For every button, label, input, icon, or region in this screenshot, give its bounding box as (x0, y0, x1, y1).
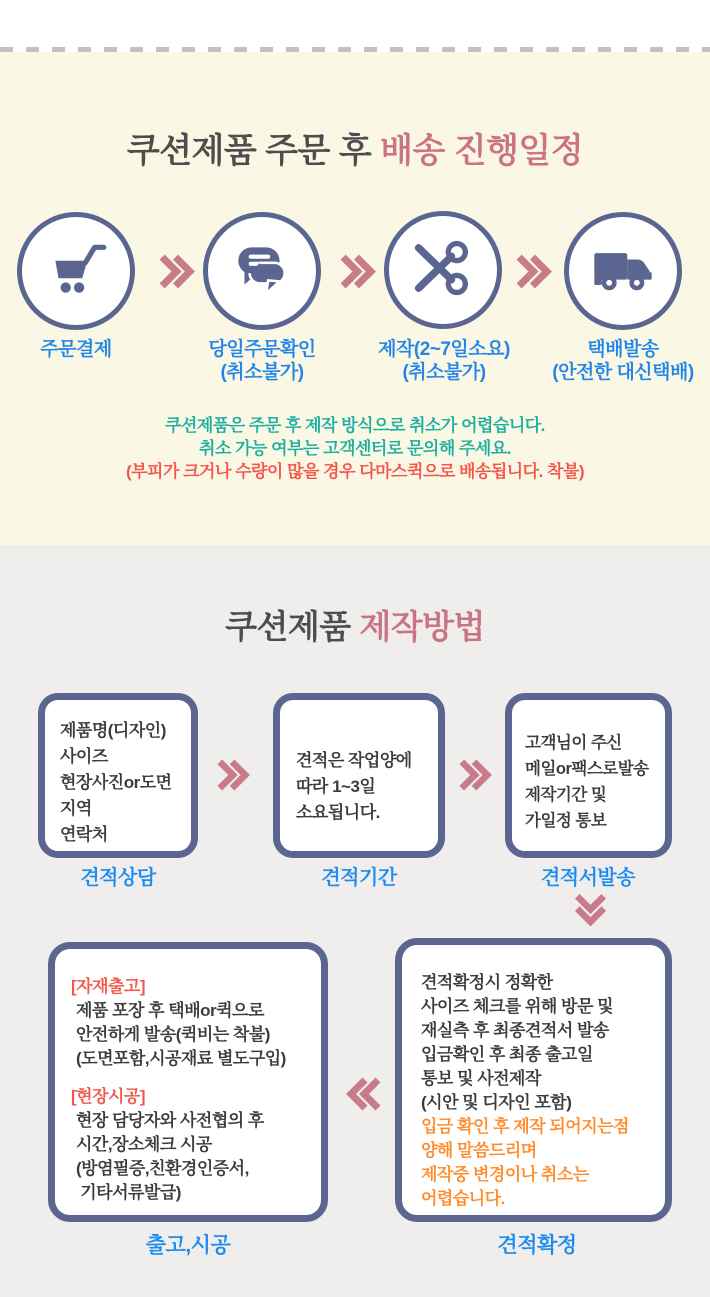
chevron-right-icon (216, 757, 250, 798)
scissors-icon (409, 234, 477, 307)
step-label-text: 주문결제 (40, 339, 112, 360)
estimate-confirm-label: 견적확정 (497, 1234, 577, 1257)
step-circle-order (17, 212, 135, 330)
box-line: 연락처 (60, 825, 108, 844)
highlight-line: 양해 말씀드리며 (421, 1141, 537, 1160)
estimate-consult-label: 견적상담 (80, 867, 156, 889)
chevron-right-icon (515, 253, 552, 295)
production-section-title (0, 601, 710, 648)
step-label-production (349, 338, 539, 384)
chevron-left-icon (346, 1070, 382, 1113)
box-line: 견적은 작업양에 (296, 751, 412, 770)
shipping-install-label: 출고,시공 (145, 1234, 231, 1257)
step-label-confirm (167, 338, 357, 384)
box-line: 현장사진or도면 (60, 773, 172, 792)
truck-icon (589, 235, 657, 308)
box-line: 메일or팩스로발송 (525, 760, 649, 778)
site-install-header: [현장시공] (71, 1087, 146, 1106)
title-accent: 배송 진행일정 (380, 132, 584, 170)
estimate-period-label: 견적기간 (321, 867, 397, 889)
estimate-consult-box (38, 693, 198, 858)
estimate-send-label: 견적서발송 (540, 867, 636, 889)
estimate-send-box (505, 693, 672, 858)
highlight-line: 어렵습니다. (421, 1189, 505, 1208)
notice-line1: 쿠션제품은 주문 후 제작 방식으로 취소가 어렵습니다. (165, 416, 545, 435)
step-label-order (0, 338, 171, 361)
box-line: (시안 및 디자인 포함) (421, 1093, 572, 1112)
step-circle-confirm (203, 212, 321, 330)
step-label-text: 제작(2~7일소요) (378, 339, 510, 360)
box-line: 사이즈 체크를 위해 방문 및 (421, 997, 614, 1016)
notice-line2: 취소 가능 여부는 고객센터로 문의해 주세요. (199, 439, 511, 458)
box-line: 시간,장소체크 시공 (76, 1135, 212, 1154)
step-label-text: 당일주문확인 (208, 339, 316, 360)
cart-icon (43, 236, 109, 307)
step-label-shipping (528, 338, 710, 384)
box-line: 제품명(디자인) (60, 721, 166, 740)
box-line: 견적확정시 정확한 (421, 973, 553, 992)
box-line: 안전하게 발송(퀵비는 착불) (76, 1025, 270, 1044)
box-line: 통보 및 사전제작 (421, 1069, 541, 1088)
highlight-line: 입금 확인 후 제작 되어지는점 (421, 1117, 629, 1136)
step-circle-shipping (564, 212, 682, 330)
step-sublabel-text: (안전한 대신택배) (552, 362, 694, 383)
cancellation-notice (0, 414, 710, 483)
box-line: 사이즈 (60, 747, 108, 766)
chevron-right-icon (158, 253, 195, 295)
box-line: 소요됩니다. (296, 803, 380, 822)
box-line: 제품 포장 후 택배or퀵으로 (76, 1001, 264, 1020)
box-line: 입금확인 후 최종 출고일 (421, 1045, 593, 1064)
step-sublabel-text: (취소불가) (402, 362, 486, 383)
box-line: 가일정 통보 (525, 812, 607, 830)
material-release-header: [자재출고] (71, 977, 146, 996)
chat-icon (229, 236, 295, 307)
box-line: 따라 1~3일 (296, 777, 376, 796)
notice-line3: (부피가 크거나 수량이 많을 경우 다마스퀵으로 배송됩니다. 착불) (125, 462, 585, 481)
step-sublabel-text: (취소불가) (220, 362, 304, 383)
highlight-line: 제작중 변경이나 취소는 (421, 1165, 589, 1184)
estimate-period-box (273, 693, 445, 858)
box-line: (도면포함,시공재료 별도구입) (76, 1049, 286, 1068)
title-accent: 제작방법 (359, 608, 485, 645)
title-normal: 쿠션제품 (225, 608, 360, 645)
box-line: (방염필증,친환경인증서, (76, 1159, 249, 1178)
title-normal: 쿠션제품 주문 후 (126, 132, 381, 170)
box-line: 현장 담당자와 사전협의 후 (76, 1111, 264, 1130)
box-line: 재실측 후 최종견적서 발송 (421, 1021, 609, 1040)
box-line: 기타서류발급) (76, 1183, 181, 1202)
estimate-confirm-box (395, 938, 672, 1222)
chevron-right-icon (339, 253, 376, 295)
chevron-right-icon (458, 757, 492, 798)
delivery-section-title (0, 123, 710, 172)
chevron-down-icon (568, 893, 609, 927)
box-line: 지역 (60, 799, 92, 818)
box-line: 제작기간 및 (525, 786, 607, 804)
step-circle-production (384, 211, 502, 329)
shipping-install-box (48, 942, 328, 1222)
box-line: 고객님이 주신 (525, 734, 622, 752)
step-label-text: 택배발송 (587, 339, 659, 360)
